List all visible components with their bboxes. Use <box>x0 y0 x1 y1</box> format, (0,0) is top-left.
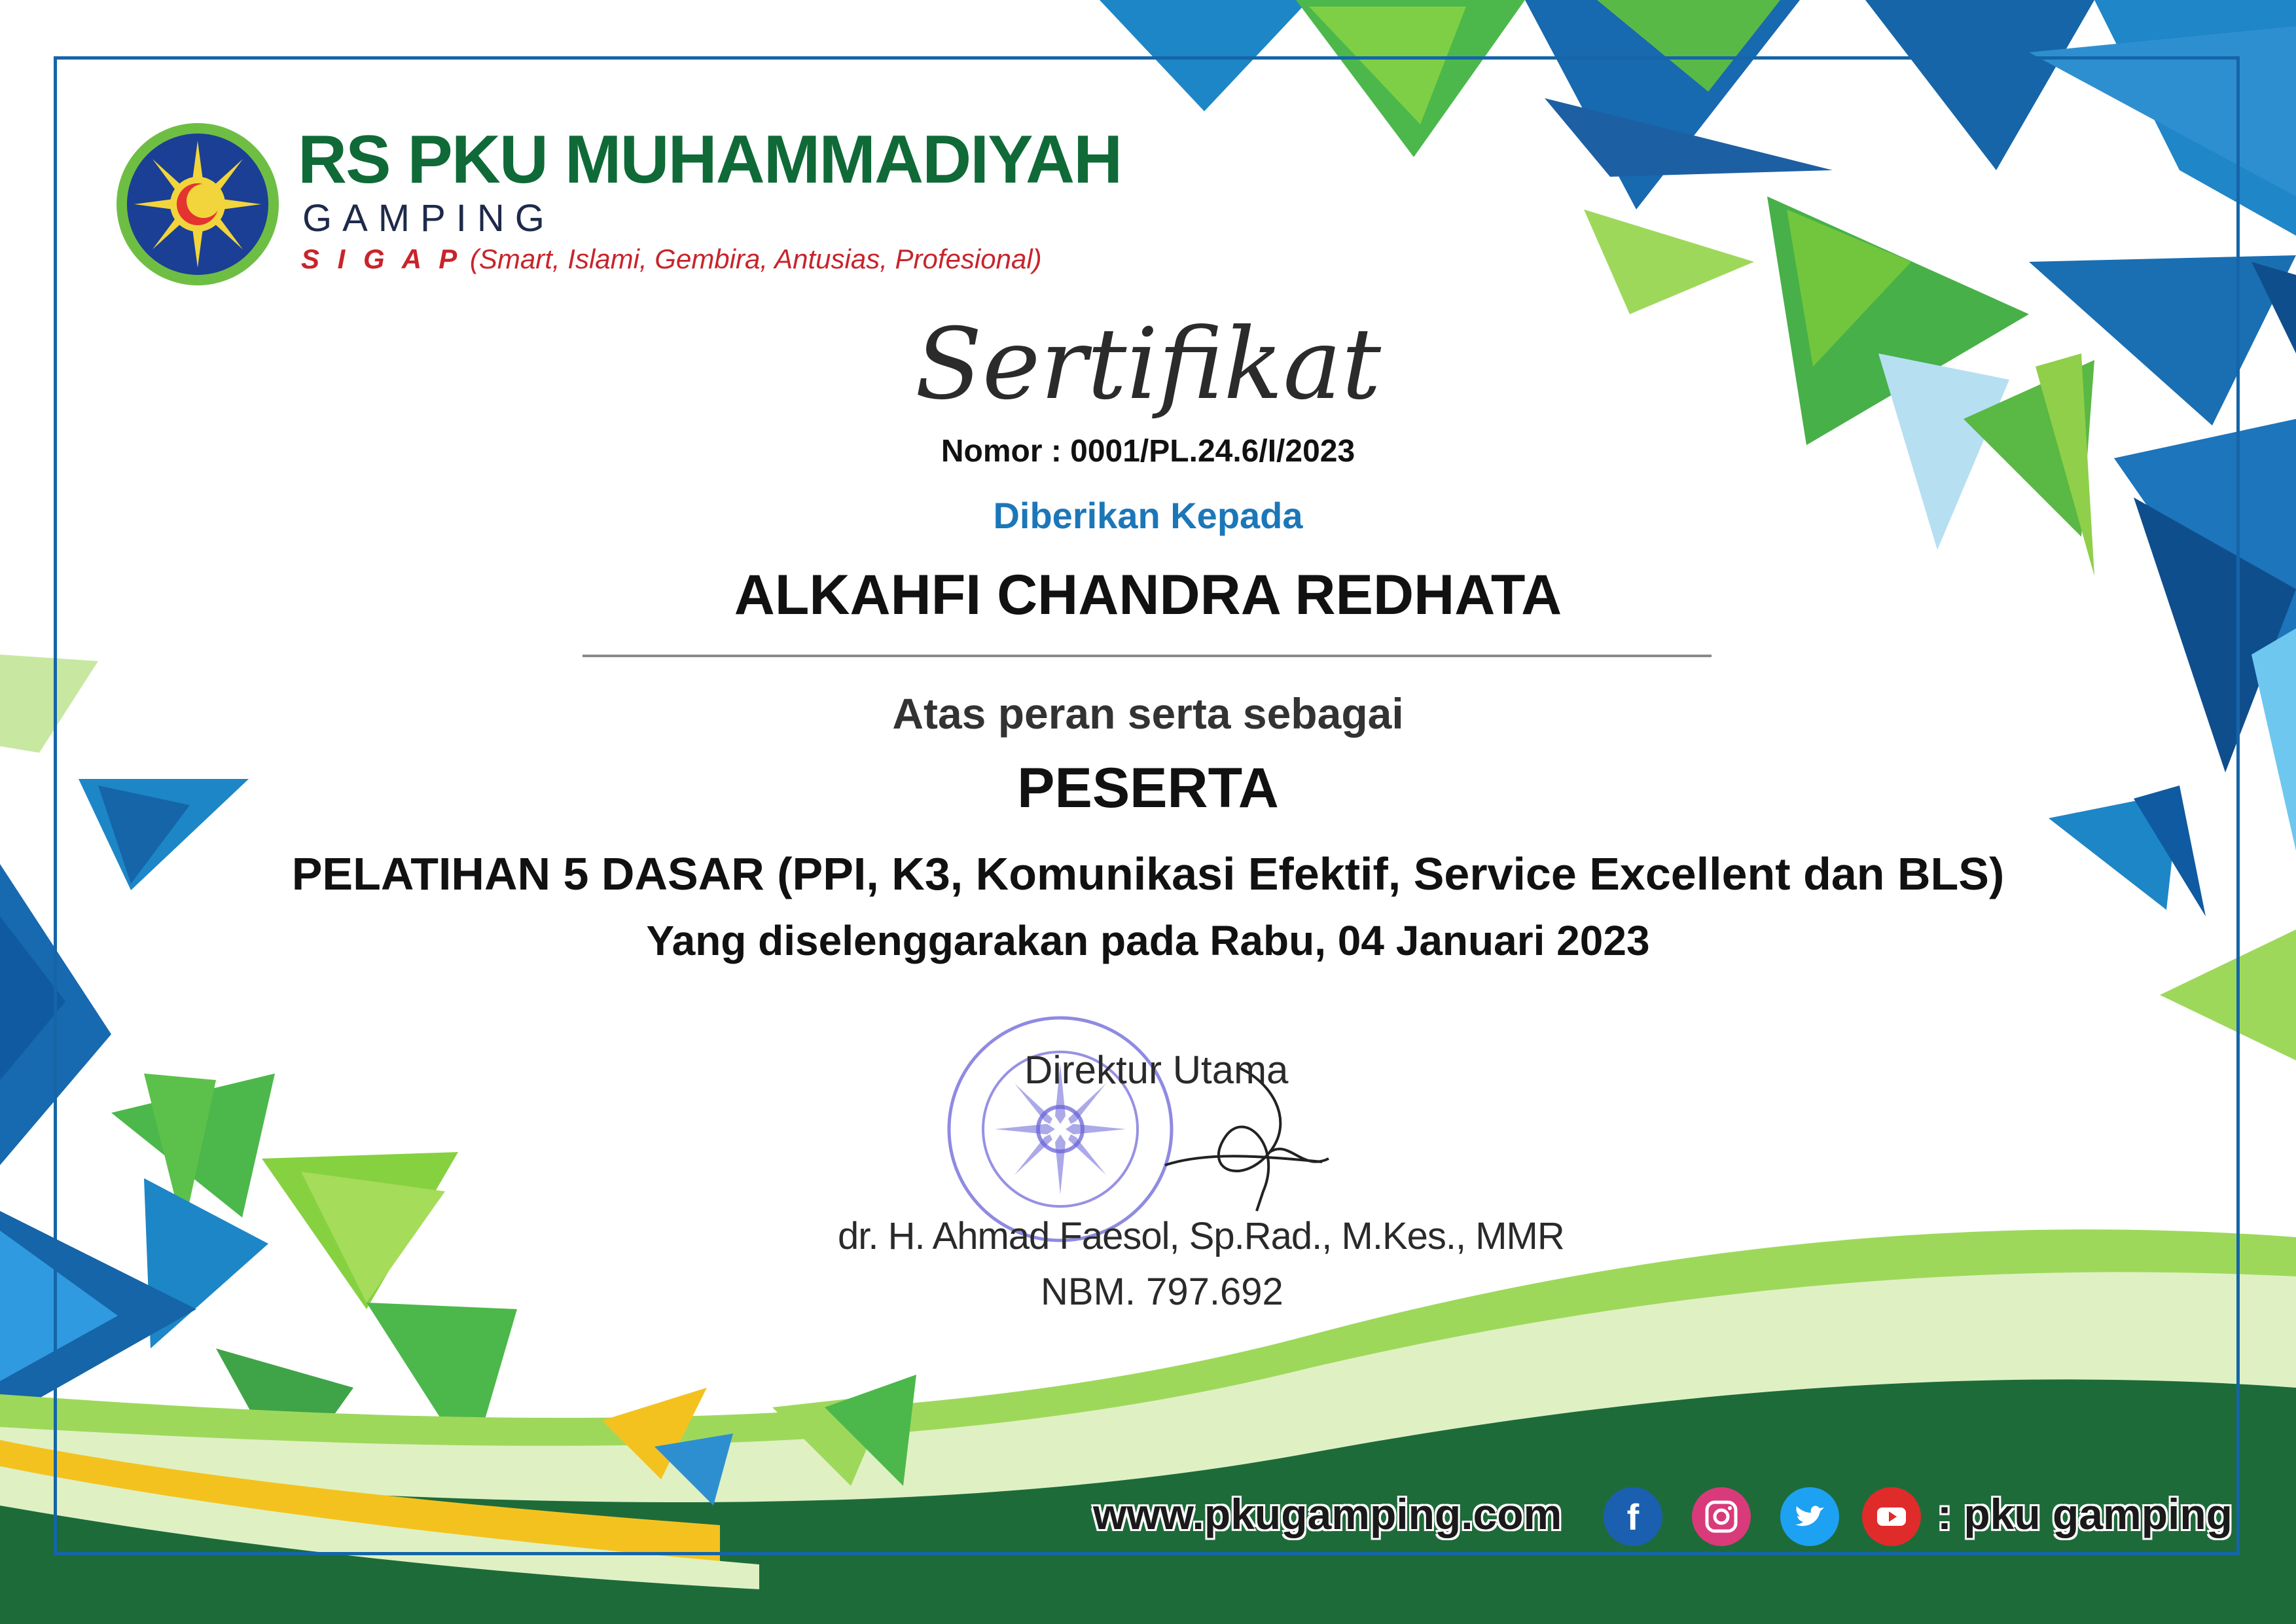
tagline-prefix: S I G A P <box>301 244 463 274</box>
instagram-icon[interactable] <box>1692 1487 1751 1546</box>
facebook-icon[interactable]: f <box>1604 1487 1662 1546</box>
twitter-glyph <box>1791 1498 1828 1535</box>
name-divider <box>583 655 1712 657</box>
org-name: RS PKU MUHAMMADIYAH <box>298 122 1122 198</box>
org-subtitle: GAMPING <box>302 197 555 240</box>
certificate-number: Nomor : 0001/PL.24.6/I/2023 <box>941 434 1355 469</box>
tagline-text: (Smart, Islami, Gembira, Antusias, Profesional) <box>462 244 1042 274</box>
role-intro: Atas peran serta sebagai <box>892 689 1404 738</box>
org-tagline <box>301 244 1042 275</box>
youtube-glyph <box>1873 1498 1910 1535</box>
pku-logo-icon <box>115 121 281 288</box>
signatory-name: dr. H. Ahmad Faesol, Sp.Rad., M.Kes., MMR <box>838 1215 1564 1257</box>
certificate-title: Sertifikat <box>914 308 1382 422</box>
twitter-icon[interactable] <box>1780 1487 1839 1546</box>
signatory-nbm: NBM. 797.692 <box>1041 1271 1283 1313</box>
website-link[interactable]: www.pkugamping.com <box>1093 1490 1562 1538</box>
participant-role: PESERTA <box>1017 757 1279 820</box>
event-name: PELATIHAN 5 DASAR (PPI, K3, Komunikasi Efektif, Service Excellent dan BLS) <box>291 848 2005 899</box>
event-date: Yang diselenggarakan pada Rabu, 04 Januari 2023 <box>646 917 1650 964</box>
signatory-title: Direktur Utama <box>1024 1048 1289 1092</box>
instagram-glyph <box>1703 1498 1740 1535</box>
given-to-label: Diberikan Kepada <box>993 495 1303 536</box>
social-handle: : pku gamping <box>1937 1490 2233 1538</box>
youtube-icon[interactable] <box>1862 1487 1921 1546</box>
recipient-name: ALKAHFI CHANDRA REDHATA <box>734 564 1562 626</box>
